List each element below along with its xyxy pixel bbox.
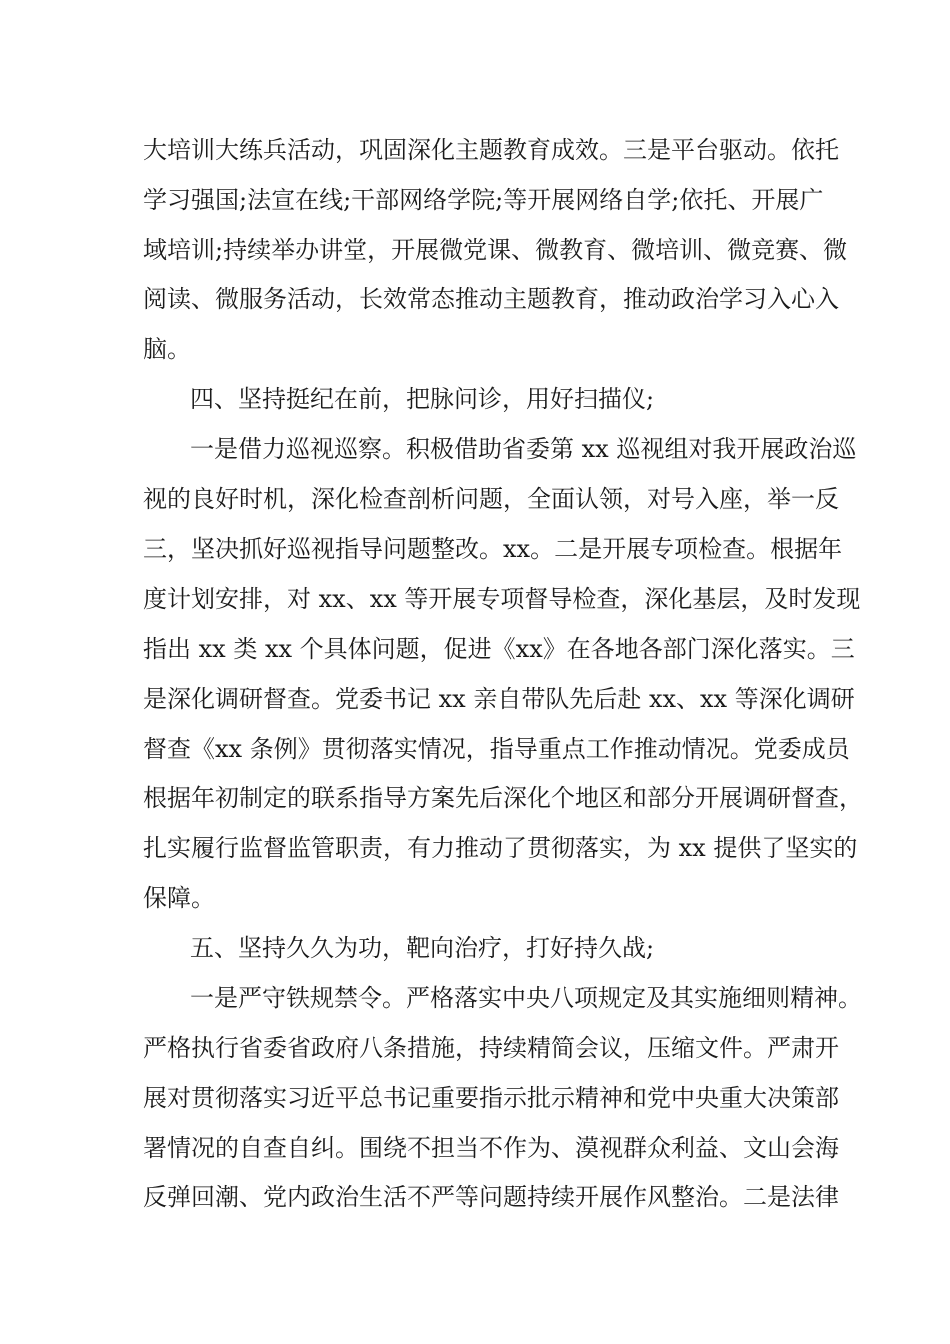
body-text-line: 度计划安排，对 xx、xx 等开展专项督导检查，深化基层，及时发现 [143,585,861,613]
body-text-line: 是深化调研督查。党委书记 xx 亲自带队先后赴 xx、xx 等深化调研 [143,685,855,713]
body-text-line: 视的良好时机，深化检查剖析问题，全面认领，对号入座，举一反 [143,485,839,513]
body-text-line: 展对贯彻落实习近平总书记重要指示批示精神和党中央重大决策部 [143,1084,839,1112]
body-text-line: 反弹回潮、党内政治生活不严等问题持续开展作风整治。二是法律 [143,1183,839,1211]
body-text-line: 大培训大练兵活动，巩固深化主题教育成效。三是平台驱动。依托 [143,136,839,164]
body-text-line: 严格执行省委省政府八条措施，持续精简会议，压缩文件。严肃开 [143,1034,839,1062]
body-text-line: 督查《xx 条例》贯彻落实情况，指导重点工作推动情况。党委成员 [143,735,850,763]
body-text-line: 学习强国;法宣在线;干部网络学院;等开展网络自学;依托、开展广 [143,186,824,214]
body-text-line: 一是严守铁规禁令。严格落实中央八项规定及其实施细则精神。 [190,984,862,1012]
body-text-line: 保障。 [143,884,215,912]
body-text-line: 阅读、微服务活动，长效常态推动主题教育，推动政治学习入心入 [143,285,839,313]
body-text-line: 脑。 [143,335,191,363]
body-text-line: 扎实履行监督监管职责，有力推动了贯彻落实，为 xx 提供了坚实的 [143,834,858,862]
section-heading: 四、坚持挺纪在前，把脉问诊，用好扫描仪; [190,385,655,413]
body-text-line: 三，坚决抓好巡视指导问题整改。xx。二是开展专项检查。根据年 [143,535,843,563]
body-text-line: 域培训;持续举办讲堂，开展微党课、微教育、微培训、微竞赛、微 [143,236,848,264]
body-text-line: 一是借力巡视巡察。积极借助省委第 xx 巡视组对我开展政治巡 [190,435,857,463]
body-text-line: 指出 xx 类 xx 个具体问题，促进《xx》在各地各部门深化落实。三 [143,635,855,663]
body-text-line: 根据年初制定的联系指导方案先后深化个地区和部分开展调研督查， [143,784,863,812]
section-heading: 五、坚持久久为功，靶向治疗，打好持久战; [190,934,655,962]
body-text-line: 署情况的自查自纠。围绕不担当不作为、漠视群众利益、文山会海 [143,1134,839,1162]
